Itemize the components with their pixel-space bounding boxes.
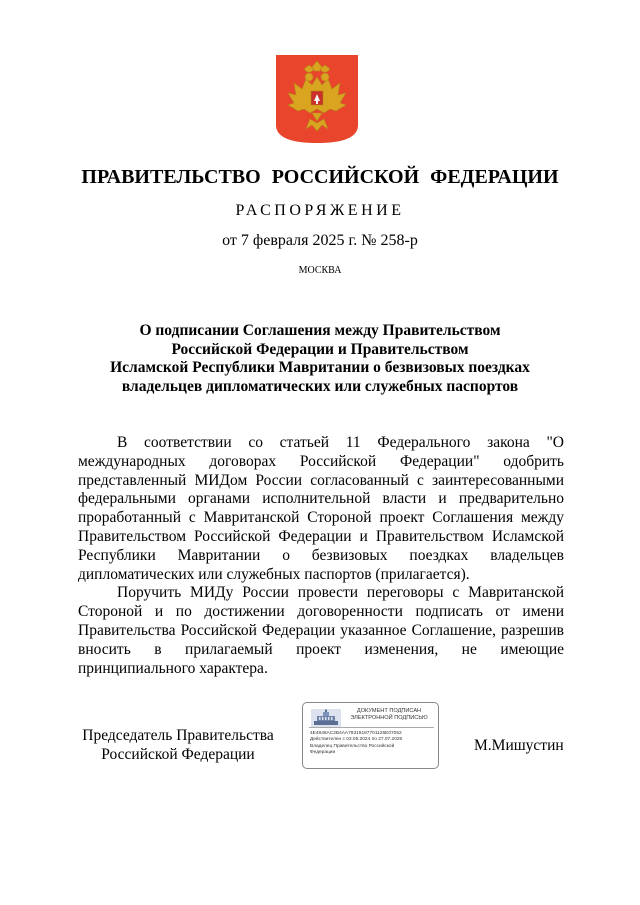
stamp-title-line: ДОКУМЕНТ ПОДПИСАН xyxy=(356,708,422,714)
stamp-title xyxy=(343,708,435,722)
body-paragraph: Поручить МИДу России провести переговоры с Мавританской Стороной и по достижении договоренности подписать от имени Правительства Российской Федерации указанное Соглашение, разрешив вносить в прилагаемый проект изменения, не имеющие принципиального характера. xyxy=(78,584,564,677)
government-name: ПРАВИТЕЛЬСТВО РОССИЙСКОЙ ФЕДЕРАЦИИ xyxy=(81,166,559,188)
stamp-certificate-info xyxy=(310,731,436,756)
subject-line: Российской Федерации и Правительством xyxy=(171,340,469,358)
stamp-divider xyxy=(309,727,434,728)
electronic-signature-stamp xyxy=(302,702,439,769)
document-city: МОСКВА xyxy=(298,265,342,276)
document-subject xyxy=(90,322,550,396)
document-body xyxy=(78,434,564,678)
subject-line: Исламской Республики Мавритании о безвизовых поездках xyxy=(110,359,530,376)
body-paragraph: В соответствии со статьей 11 Федерального закона "О международных договорах Российской Федерации" одобрить представленный МИДом России согласованный с заинтересованными федеральными органами исполнительной власти и предварительно проработанный с Мавританской Стороной проект Соглашения между Правительством Российской Федерации и Правительством Исламской Республики Мавритании о безвизовых поездках владельцев дипломатических или служебных паспортов (прилагается). xyxy=(78,434,564,583)
signatory-position-line: Председатель Правительства xyxy=(82,727,274,744)
signatory-position xyxy=(78,727,278,765)
signatory-position-line: Российской Федерации xyxy=(101,745,255,763)
russian-coat-of-arms-icon xyxy=(276,55,358,143)
stamp-title-line: ЭЛЕКТРОННОЙ ПОДПИСЬЮ xyxy=(350,715,428,721)
government-building-icon xyxy=(311,709,341,727)
stamp-owner: Федерации xyxy=(310,749,336,755)
subject-line: владельцев дипломатических или служебных паспортов xyxy=(121,377,519,395)
stamp-serial: 4E4848AC2B4AA79319187701126E07062 xyxy=(310,731,402,736)
stamp-owner: Владелец Правительство Российской xyxy=(310,743,395,749)
stamp-validity: Действителен с 03.05.2024 по 27.07.2025 xyxy=(310,737,403,743)
document-type: РАСПОРЯЖЕНИЕ xyxy=(235,202,405,219)
document-date-number: от 7 февраля 2025 г. № 258-р xyxy=(222,232,418,249)
signatory-name: М.Мишустин xyxy=(474,737,564,754)
subject-line: О подписании Соглашения между Правительством xyxy=(139,322,501,339)
